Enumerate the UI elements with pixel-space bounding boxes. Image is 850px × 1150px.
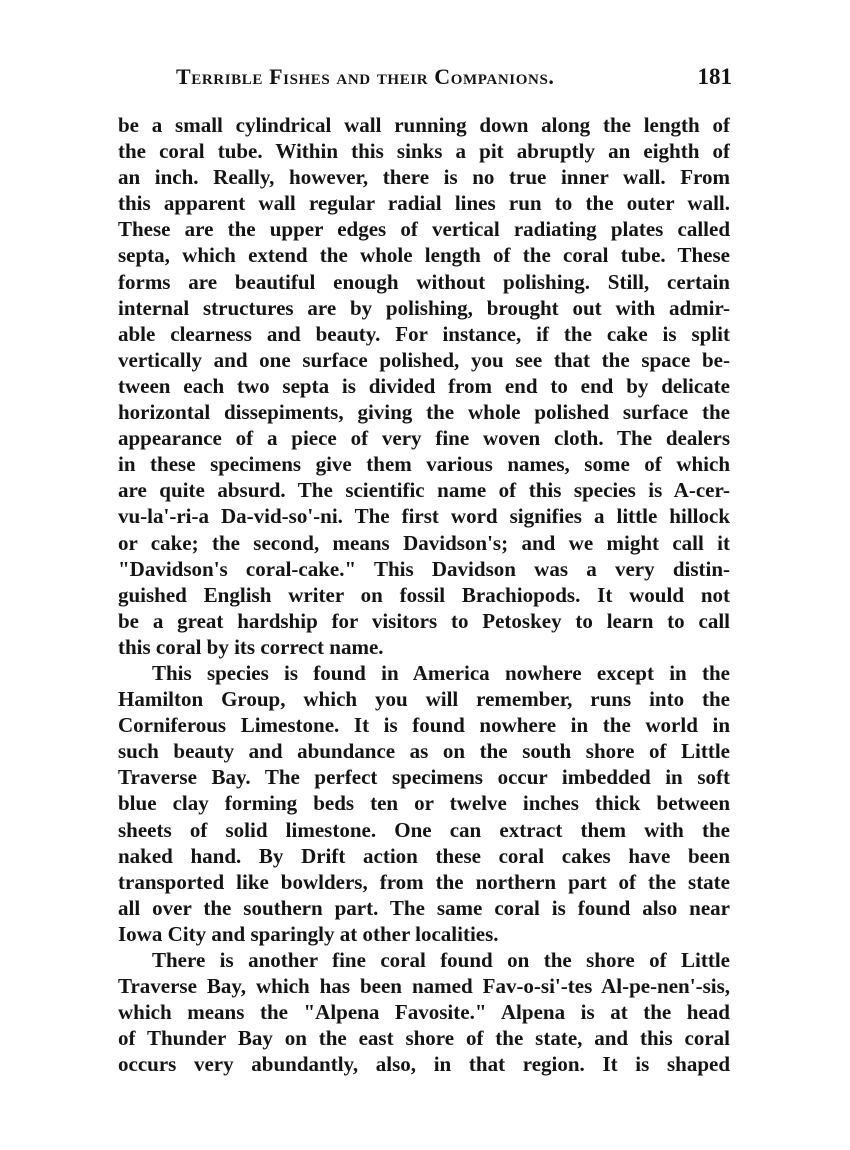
text-line: horizontal dissepiments, giving the whole polished surface the [118,400,730,425]
text-line: Traverse Bay. The perfect specimens occur imbedded in soft [118,765,730,790]
text-line: Corniferous Limestone. It is found nowhere in the world in [118,713,730,738]
text-line: This species is found in America nowhere except in the [152,660,730,685]
text-line: which means the "Alpena Favosite." Alpena is at the head [118,1000,730,1025]
text-line: of Thunder Bay on the east shore of the state, and this coral [118,1026,730,1051]
text-line: occurs very abundantly, also, in that region. It is shaped [118,1052,730,1077]
text-line: are quite absurd. The scientific name of this species is A-cer- [118,478,730,503]
text-line: forms are beautiful enough without polishing. Still, certain [118,269,730,294]
text-line: These are the upper edges of vertical radiating plates called [118,217,730,242]
running-head [176,64,732,94]
text-line: be a great hardship for visitors to Petoskey to learn to call [118,608,730,633]
text-line: Traverse Bay, which has been named Fav-o-si'-tes Al-pe-nen'-sis, [118,974,730,999]
text-line: such beauty and abundance as on the south shore of Little [118,739,730,764]
text-line: Hamilton Group, which you will remember, runs into the [118,687,730,712]
text-line: Iowa City and sparingly at other localities. [118,921,499,946]
text-line: vu-la'-ri-a Da-vid-so'-ni. The first word signifies a little hillock [118,504,730,529]
text-line: all over the southern part. The same coral is found also near [118,895,730,920]
text-line: the coral tube. Within this sinks a pit abruptly an eighth of [118,139,730,164]
running-head-title: Terrible Fishes and their Companions. [176,64,555,89]
text-line: appearance of a piece of very fine woven cloth. The dealers [118,426,730,451]
text-line: There is another fine coral found on the shore of Little [152,948,730,972]
text-line: naked hand. By Drift action these coral cakes have been [118,843,730,868]
text-line: "Davidson's coral-cake." This Davidson was a very distin- [118,556,730,581]
text-line: this apparent wall regular radial lines run to the outer wall. [118,191,730,216]
page-number: 181 [697,64,732,89]
text-line: sheets of solid limestone. One can extract them with the [118,817,730,842]
text-line: an inch. Really, however, there is no true inner wall. From [118,165,730,190]
text-line: transported like bowlders, from the northern part of the state [118,869,730,894]
text-line: tween each two septa is divided from end to end by delicate [118,373,730,398]
text-line: or cake; the second, means Davidson's; and we might call it [118,530,730,555]
text-line: septa, which extend the whole length of the coral tube. These [118,243,730,268]
text-line: able clearness and beauty. For instance, if the cake is split [118,321,730,346]
text-line: guished English writer on fossil Brachiopods. It would not [118,582,730,607]
text-line: be a small cylindrical wall running down along the length of [118,113,730,137]
text-line: internal structures are by polishing, brought out with admir- [118,295,730,320]
text-line: blue clay forming beds ten or twelve inches thick between [118,791,730,816]
body-text [118,112,730,1077]
text-line: in these specimens give them various names, some of which [118,452,730,477]
text-line: this coral by its correct name. [118,634,384,659]
text-line: vertically and one surface polished, you see that the space be- [118,347,730,372]
